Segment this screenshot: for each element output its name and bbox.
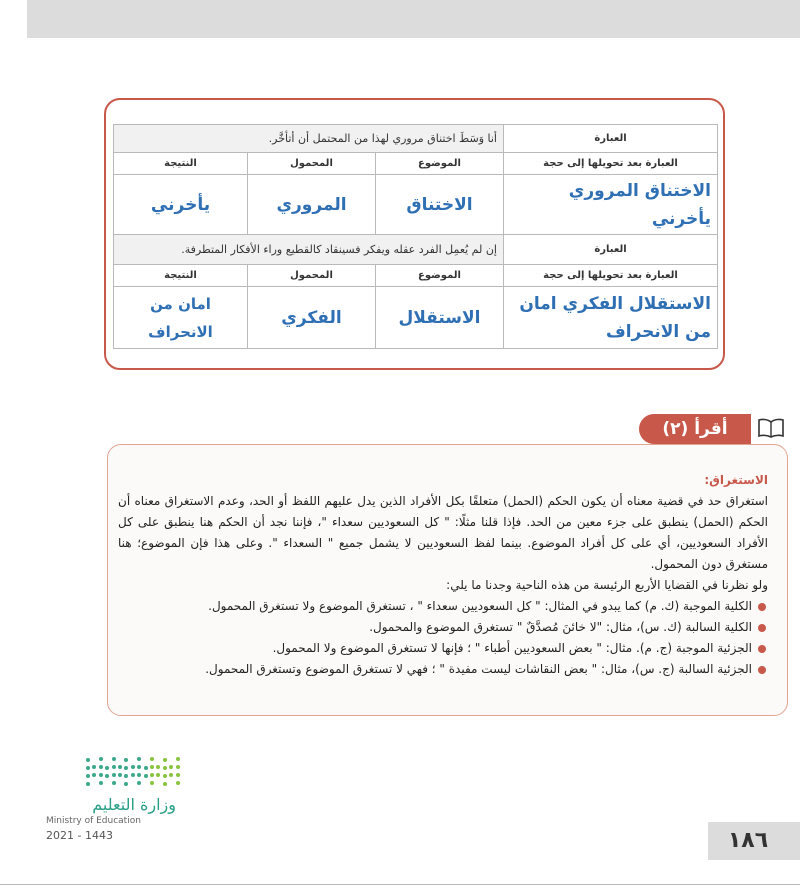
academic-year: 2021 - 1443 [46,829,113,842]
predicate-label: المحمول [248,265,376,287]
converted-label: العبارة بعد تحويلها إلى حجة [504,153,718,175]
converted-label: العبارة بعد تحويلها إلى حجة [504,265,718,287]
logo-dot [156,765,160,769]
logo-dot [163,782,167,786]
bullet-icon [758,666,766,674]
predicate-answer[interactable]: المروري [248,175,376,235]
list-item: الجزئية السالبة (ج. س)، مثال: " بعض النقاشات ليست مفيدة " ؛ فهي لا تستغرق الموضوع وتستغرق المحمول. [118,659,768,680]
argument-answer[interactable]: الاختناق المروري يأخرني [504,175,718,235]
logo-dot [124,766,128,770]
table-row [114,265,718,287]
logo-dot [150,781,154,785]
logo-dot [99,773,103,777]
result-label: النتيجة [114,153,248,175]
table-row [114,153,718,175]
header-bar [27,0,800,38]
logo-dot [169,765,173,769]
argument-table [113,124,718,349]
paragraph: ولو نظرنا في القضايا الأربع الرئيسة من هذه الناحية وجدنا ما يلي: [446,578,768,592]
logo-dot [86,766,90,770]
logo-dot [176,757,180,761]
logo-dot [163,766,167,770]
predicate-label: المحمول [248,153,376,175]
logo-dot [118,765,122,769]
logo-dot [105,766,109,770]
logo-dot [137,757,141,761]
table-row [114,125,718,153]
predicate-answer[interactable]: الفكري [248,287,376,349]
logo-dot [112,765,116,769]
bullet-icon [758,603,766,611]
read-section-title [621,414,791,444]
logo-dot [86,782,90,786]
logo-dot [105,774,109,778]
logo-dot [124,774,128,778]
statement-text: أنا وَسَطَ اختناق مروري لهذا من المحتمل أن أتأخَّر. [114,125,504,153]
bullet-icon [758,645,766,653]
logo-dot [92,773,96,777]
table-row [114,287,718,349]
read-content [118,470,768,680]
result-answer[interactable]: يأخرني [114,175,248,235]
logo-dot [99,765,103,769]
logo-dot [163,774,167,778]
logo-dot [137,765,141,769]
list-item: الكلية السالبة (ك. س)، مثال: "لا خائنَ مُصدَّقٌ " تستغرق الموضوع والمحمول. [118,617,768,638]
subject-answer[interactable]: الاختناق [376,175,504,235]
ministry-name-ar: وزارة التعليم [92,795,176,814]
logo-dot [176,765,180,769]
logo-dot [118,773,122,777]
read-title-label: أقرأ (٢) [639,414,751,444]
logo-dot [131,773,135,777]
logo-dot [150,765,154,769]
argument-answer[interactable]: الاستقلال الفكري امان من الانحراف [504,287,718,349]
logo-dot [92,765,96,769]
statement-label: العبارة [504,235,718,265]
logo-dot [144,766,148,770]
logo-dot [156,773,160,777]
logo-dot [176,773,180,777]
logo-dot [112,757,116,761]
section-subtitle: الاستغراق: [704,473,768,487]
book-icon [758,418,784,438]
list-item: الجزئية الموجبة (ج. م). مثال: " بعض السعوديين أطباء " ؛ فإنها لا تستغرق الموضوع ولا المحمول. [118,638,768,659]
statement-text: إن لم يُعمِل الفرد عقله ويفكر فسينقاد كالقطيع وراء الأفكار المتطرفة. [114,235,504,265]
table-row [114,175,718,235]
subject-label: الموضوع [376,265,504,287]
logo-dot [99,781,103,785]
logo-dot [144,774,148,778]
logo-dot [112,781,116,785]
logo-dot [163,758,167,762]
bullet-icon [758,624,766,632]
logo-dot [124,782,128,786]
result-answer[interactable]: امان من الانحراف [114,287,248,349]
page-number: ١٨٦ [727,828,769,853]
result-label: النتيجة [114,265,248,287]
logo-dot [99,757,103,761]
ministry-name-en: Ministry of Education [46,816,141,826]
logo-dot [124,758,128,762]
logo-dot [150,757,154,761]
logo-dot [86,774,90,778]
logo-dot [137,773,141,777]
logo-dot [137,781,141,785]
logo-dot [131,765,135,769]
statement-label: العبارة [504,125,718,153]
ministry-logo-icon [86,757,182,789]
logo-dot [86,758,90,762]
logo-dot [169,773,173,777]
table-row [114,235,718,265]
logo-dot [112,773,116,777]
logo-dot [150,773,154,777]
paragraph: استغراق حد في قضية معناه أن يكون الحكم (الحمل) متعلقًا بكل الأفراد الذين يدل عليهم اللفظ أو الحد، وعدم الاستغراق معناه أن الحكم (الحمل) ينطبق على جزء معين من الحد. فإذا قلنا مثلًا: " كل السعوديين سعداء "، فإننا نجد أن الحكم هنا ينطبق على كل الأفراد السعوديين، أي على كل أفراد الموضوع. بينما لفظ السعوديين لا يشمل جميع " السعداء ". وعلى هذا فإن الموضوع؛ هنا مستغرق دون المحمول. [118,494,768,571]
subject-label: الموضوع [376,153,504,175]
subject-answer[interactable]: الاستقلال [376,287,504,349]
list-item: الكلية الموجبة (ك. م) كما يبدو في المثال: " كل السعوديين سعداء " ، تستغرق الموضوع ولا تستغرق المحمول. [118,596,768,617]
crop-line [0,884,800,885]
logo-dot [176,781,180,785]
